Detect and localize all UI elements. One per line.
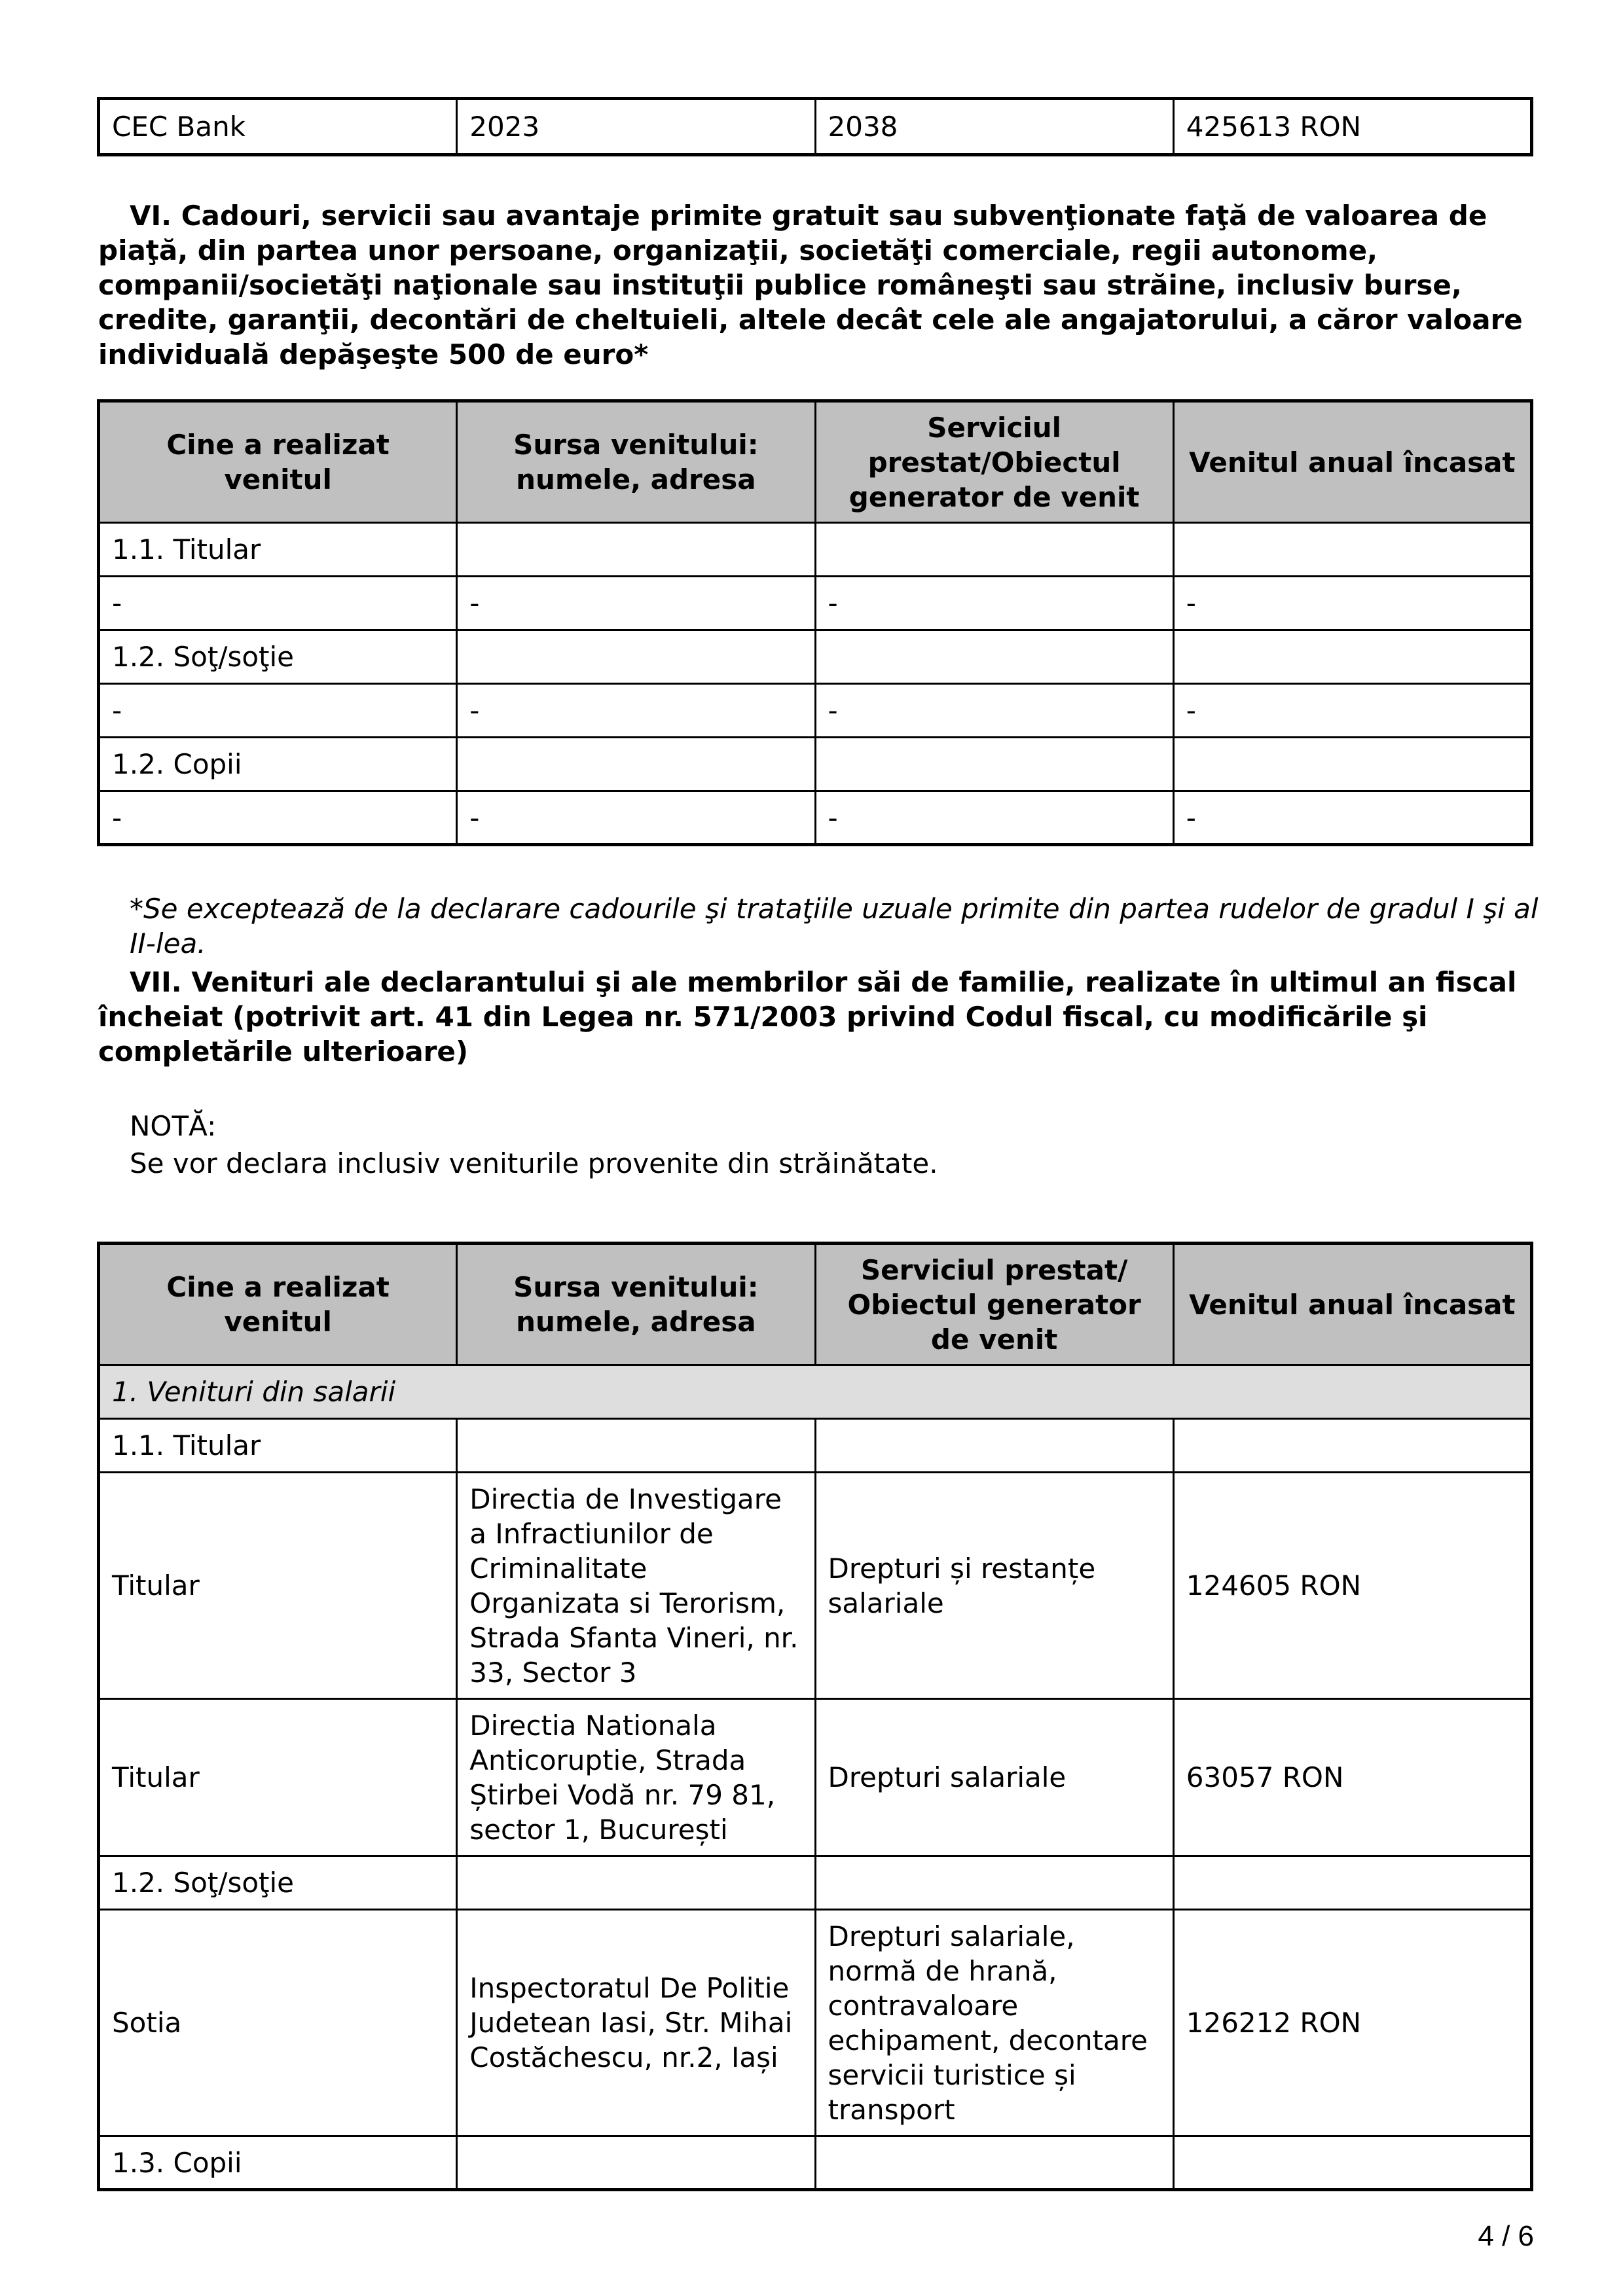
page-number: 4 / 6 [1478,2220,1534,2252]
table-cell [1173,1856,1531,1910]
table-cell [815,2136,1173,2190]
table-row [99,1699,1532,1856]
bank-table [97,97,1533,156]
table-cell: Titular [99,1699,457,1856]
table-cell [1173,523,1531,577]
note-title: NOTĂ: [130,1110,217,1142]
note-text: Se vor declara inclusiv veniturile provenite din străinătate. [130,1147,938,1179]
table-cell [1173,1419,1531,1473]
table-cell: 1.2. Copii [99,738,457,791]
table-cell [1173,2136,1531,2190]
table-header-row [99,1244,1532,1365]
table-cell [457,523,815,577]
bank-name-cell: CEC Bank [99,99,457,155]
header-income: Venitul anual încasat [1173,1244,1531,1365]
table-cell: Drepturi și restanțe salariale [815,1473,1173,1699]
table-cell: - [99,791,457,845]
table-row [99,684,1532,738]
table-cell [457,1419,815,1473]
table-cell [457,1856,815,1910]
table-cell [815,523,1173,577]
table-cell: - [815,577,1173,630]
table-section-row [99,1365,1532,1419]
table-cell: - [815,791,1173,845]
section6-heading: VI. Cadouri, servicii sau avantaje primite gratuit sau subvenţionate faţă de valoarea de piaţă, din partea unor persoane, organizaţii, societăţi comerciale, regii autonome, companii/societăţi naţionale sau instituţii publice româneşti sau străine, inclusiv burse, credite, garanţii, decontări de cheltuieli, altele decât cele ale angajatorului, a căror valoare individuală depăşeşte 500 de euro* [98,200,1523,370]
table-row [99,1856,1532,1910]
table-cell: 1.1. Titular [99,523,457,577]
table-cell [815,1856,1173,1910]
table-cell: Directia Nationala Anticoruptie, Strada Știrbei Vodă nr. 79 81, sector 1, București [457,1699,815,1856]
table-row [99,1910,1532,2136]
gifts-table [97,399,1533,846]
table-cell: Directia de Investigare a Infractiunilor de Criminalitate Organizata si Terorism, Strada Sfanta Vineri, nr. 33, Sector 3 [457,1473,815,1699]
header-source: Sursa venitului: numele, adresa [457,1244,815,1365]
table-cell: Drepturi salariale [815,1699,1173,1856]
table-cell: 1.3. Copii [99,2136,457,2190]
table-cell: - [1173,684,1531,738]
table-cell [1173,630,1531,684]
header-income: Venitul anual încasat [1173,401,1531,523]
table-row [99,577,1532,630]
table-row [99,1419,1532,1473]
table-cell: 1.2. Soţ/soţie [99,1856,457,1910]
header-source: Sursa venitului: numele, adresa [457,401,815,523]
table-cell: - [457,684,815,738]
table-cell: 63057 RON [1173,1699,1531,1856]
header-who: Cine a realizat venitul [99,401,457,523]
table-row [99,630,1532,684]
table-row [99,523,1532,577]
table-cell: 1.1. Titular [99,1419,457,1473]
table-cell [457,630,815,684]
table-cell: - [815,684,1173,738]
header-service: Serviciul prestat/ Obiectul generator de venit [815,1244,1173,1365]
table-cell [815,738,1173,791]
header-who: Cine a realizat venitul [99,1244,457,1365]
table-cell: Titular [99,1473,457,1699]
table-cell [457,2136,815,2190]
table-cell: Inspectoratul De Politie Judetean Iasi, Str. Mihai Costăchescu, nr.2, Iași [457,1910,815,2136]
section7-heading: VII. Venituri ale declarantului şi ale membrilor săi de familie, realizate în ultimul an fiscal încheiat (potrivit art. 41 din Legea nr. 571/2003 privind Codul fiscal, cu modificările şi completările ulterioare) [98,966,1517,1067]
header-service: Serviciul prestat/Obiectul generator de venit [815,401,1173,523]
bank-year-start-cell: 2023 [457,99,815,155]
table-row [99,791,1532,845]
bank-year-end-cell: 2038 [815,99,1173,155]
table-cell: - [99,684,457,738]
table-row [99,738,1532,791]
table-cell [815,1419,1173,1473]
table-cell: 1.2. Soţ/soţie [99,630,457,684]
table-cell: - [1173,577,1531,630]
table-row [99,2136,1532,2190]
table-cell: - [1173,791,1531,845]
section-label-salaries: 1. Venituri din salarii [99,1365,1532,1419]
table-cell: Sotia [99,1910,457,2136]
table-cell: - [99,577,457,630]
table-row [99,99,1532,155]
table-header-row [99,401,1532,523]
table-cell: Drepturi salariale, normă de hrană, contravaloare echipament, decontare servicii turistice și transport [815,1910,1173,2136]
bank-amount-cell: 425613 RON [1173,99,1531,155]
gifts-footnote: *Se exceptează de la declarare cadourile şi trataţiile uzuale primite din partea rudelor de gradul I şi al II-lea. [130,893,1539,960]
table-row [99,1473,1532,1699]
table-cell: - [457,577,815,630]
table-cell [1173,738,1531,791]
table-cell [815,630,1173,684]
income-table [97,1242,1533,2191]
table-cell: 124605 RON [1173,1473,1531,1699]
table-cell: - [457,791,815,845]
table-cell: 126212 RON [1173,1910,1531,2136]
table-cell [457,738,815,791]
